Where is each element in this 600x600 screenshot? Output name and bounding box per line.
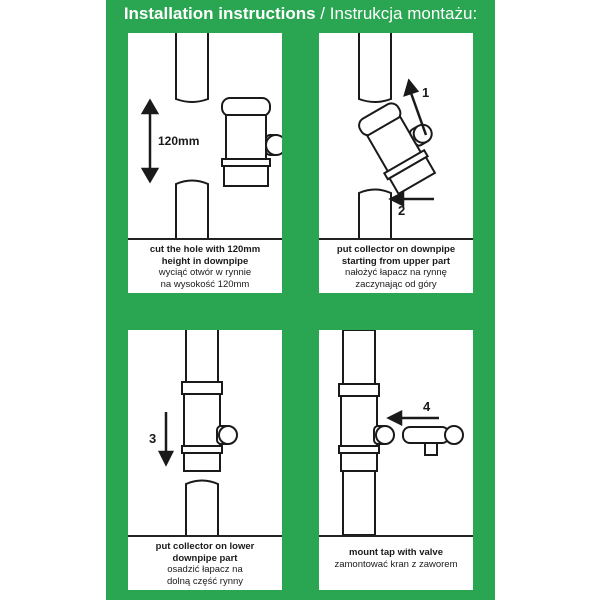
collector-bottom-ring [184,453,220,471]
lower-downpipe [186,481,218,536]
arrow-4-label: 4 [423,399,431,414]
step-1-panel [128,33,282,293]
collector-tilted [355,92,450,195]
title-english: Installation instructions [123,4,316,23]
step-4-illustration [319,330,473,535]
title-polish: Instrukcja montażu: [329,4,478,23]
instruction-sheet [106,0,495,600]
step-1-caption [134,244,276,290]
collector-top-ring [339,384,379,396]
upper-downpipe [359,33,391,102]
title-separator: / [320,4,326,23]
collector-bottom-ring [224,166,268,186]
collector-band [222,159,270,166]
step-3-caption-pl-1: osadzić łapacz na [167,564,243,575]
collector-outlet-cap [376,426,394,444]
collector-body [341,396,377,446]
upper-downpipe [176,33,208,102]
arrow-3 [160,412,172,464]
step-4-panel [319,330,473,590]
dimension-arrow [143,101,157,181]
collector-outlet-cap [219,426,237,444]
lower-downpipe [176,181,208,239]
step-1-caption-pl-2: na wysokość 120mm [160,278,250,290]
arrow-4 [389,412,439,424]
collector-body [184,394,220,446]
arrow-1-label: 1 [422,85,430,100]
collector-band [339,446,379,453]
caption-divider [128,535,282,537]
step-3-illustration [128,330,282,535]
dimension-label: 120mm [158,134,200,148]
step-3-caption-en-2: downpipe part [172,552,238,564]
step-4-caption-pl-1: zamontować kran z zaworem [334,558,458,570]
lower-downpipe [359,190,391,239]
step-2-illustration [319,33,473,238]
arrow-3-label: 3 [149,431,157,446]
step-2-panel [319,33,473,293]
step-4-caption [325,547,467,570]
step-1-illustration [128,33,282,238]
step-1-caption-en-1: cut the hole with 120mm [149,244,261,255]
caption-divider [319,535,473,537]
step-1-caption-en-2: height in downpipe [161,255,249,267]
step-2-caption-pl-1: nałożyć łapacz na rynnę [345,267,447,278]
step-3-panel [128,330,282,590]
step-4-caption-en-1: mount tap with valve [349,547,443,558]
collector-top-ring [182,382,222,394]
collector-body [226,115,266,159]
step-2-caption-en-2: starting from upper part [341,255,451,267]
collector-bottom-ring [341,453,377,471]
valve-knob [445,426,463,444]
arrow-2-label: 2 [398,203,406,218]
collector-outlet-cap [266,135,282,155]
tap-spout [425,443,437,455]
step-2-caption-pl-2: zaczynając od góry [355,278,437,290]
caption-divider [128,238,282,240]
collector-band [182,446,222,453]
page-title [106,4,495,24]
tap-body [403,427,449,443]
collector-top-ring [222,98,270,116]
step-2-caption [325,244,467,290]
step-3-caption-en-1: put collector on lower [155,541,255,552]
step-2-caption-en-1: put collector on downpipe [336,244,456,255]
step-3-caption [134,541,276,587]
step-3-caption-pl-2: dolną część rynny [166,575,244,587]
step-1-caption-pl-1: wyciąć otwór w rynnie [158,267,252,278]
caption-divider [319,238,473,240]
